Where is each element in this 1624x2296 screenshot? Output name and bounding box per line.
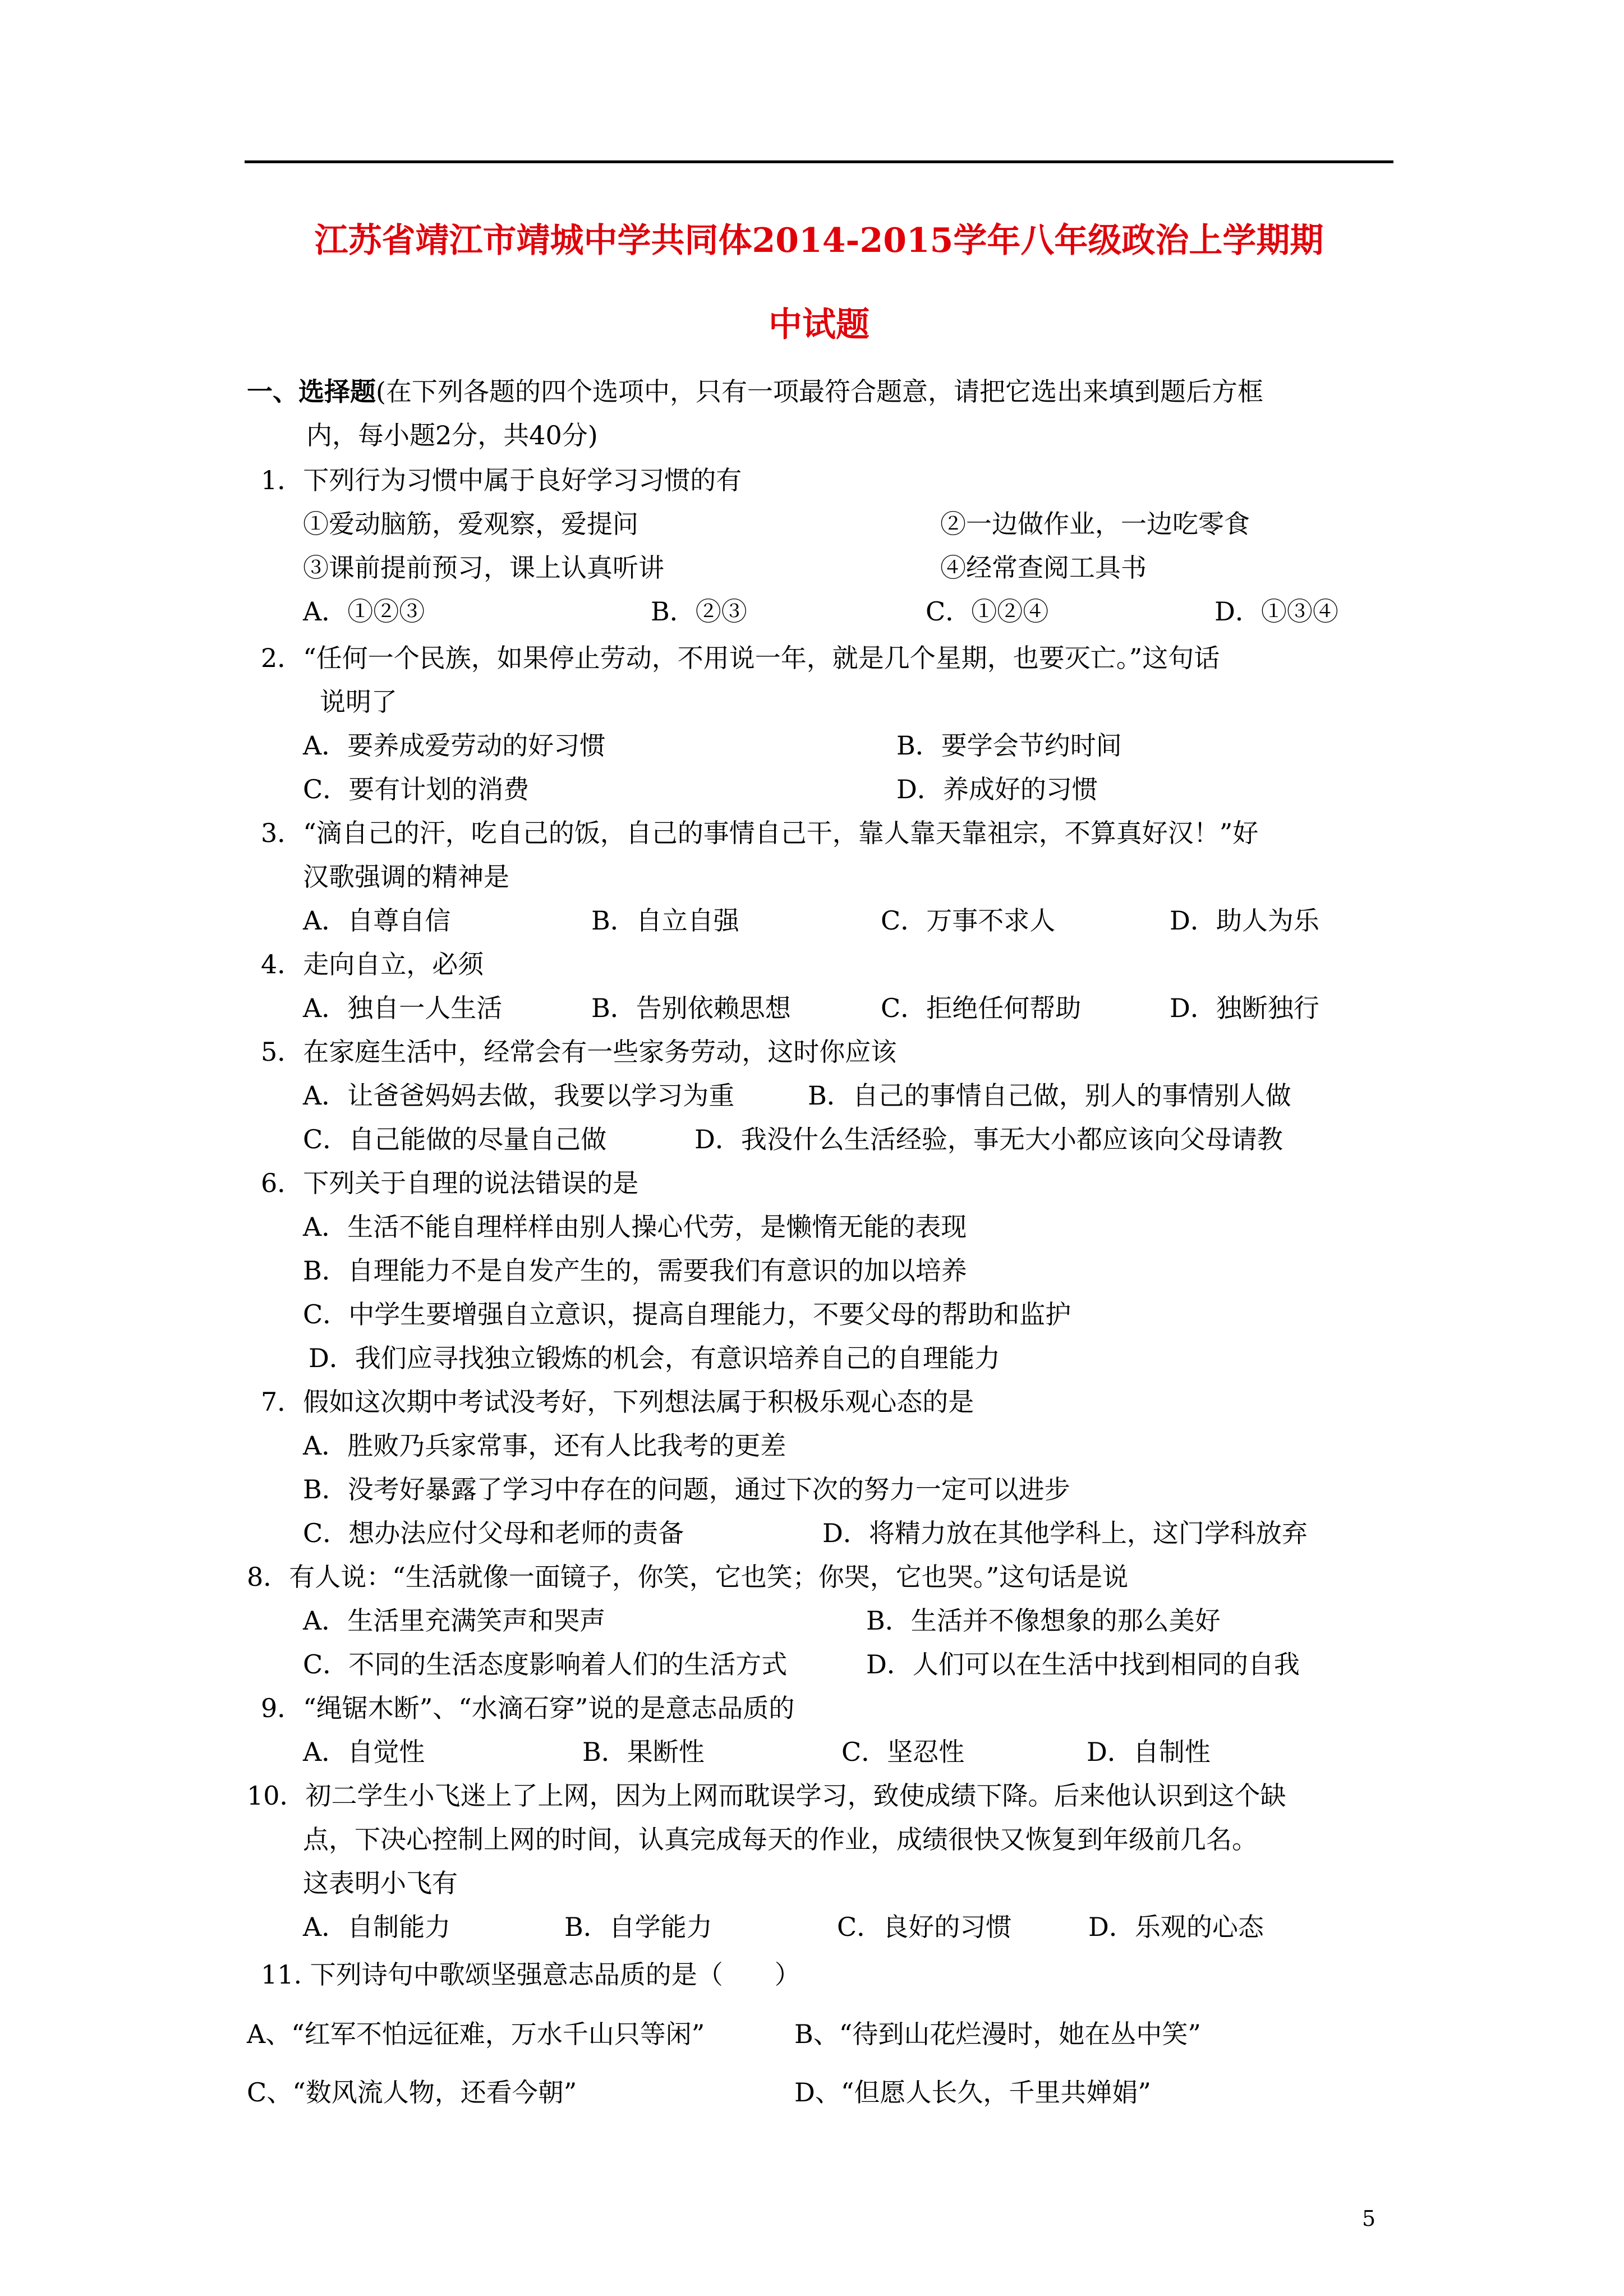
q7-option-b: B．没考好暴露了学习中存在的问题，通过下次的努力一定可以进步 xyxy=(303,1474,1070,1504)
q3-stem: 3．“滴自己的汗，吃自己的饭，自己的事情自己干，靠人靠天靠祖宗，不算真好汉！”好 xyxy=(261,818,1259,848)
q1-item-2: ②一边做作业，一边吃零食 xyxy=(940,509,1250,539)
q8-option-b: B．生活并不像想象的那么美好 xyxy=(866,1605,1221,1636)
q9-option-b: B．果断性 xyxy=(582,1737,705,1767)
q8-stem: 8．有人说：“生活就像一面镜子，你笑，它也笑；你哭，它也哭。”这句话是说 xyxy=(247,1562,1129,1592)
title-line-1: 江苏省靖江市靖城中学共同体2014-2015学年八年级政治上学期期 xyxy=(314,221,1324,260)
header-rule xyxy=(245,160,1393,163)
q4-option-d: D．独断独行 xyxy=(1170,993,1319,1023)
q5-option-b: B．自己的事情自己做，别人的事情别人做 xyxy=(808,1080,1291,1111)
q2-option-a: A．要养成爱劳动的好习惯 xyxy=(303,730,606,761)
q7-option-d: D．将精力放在其他学科上，这门学科放弃 xyxy=(822,1518,1308,1548)
q10-stem-3: 这表明小飞有 xyxy=(303,1868,458,1898)
q7-option-a: A．胜败乃兵家常事，还有人比我考的更差 xyxy=(303,1430,786,1461)
q3-option-a: A．自尊自信 xyxy=(303,905,451,936)
q1-option-c: C．①②④ xyxy=(926,596,1049,627)
page-number: 5 xyxy=(1362,2206,1376,2231)
q2-option-d: D．养成好的习惯 xyxy=(896,774,1098,804)
q11-stem: 11. 下列诗句中歌颂坚强意志品质的是（ ） xyxy=(261,1959,801,1990)
q6-stem: 6．下列关于自理的说法错误的是 xyxy=(261,1168,639,1198)
q9-option-d: D．自制性 xyxy=(1087,1737,1211,1767)
q11-option-d: D、“但愿人长久，千里共婵娟” xyxy=(794,2077,1151,2108)
section-heading xyxy=(247,375,1263,408)
q1-item-4: ④经常查阅工具书 xyxy=(940,553,1147,583)
q1-item-1: ①爱动脑筋，爱观察，爱提问 xyxy=(303,509,638,539)
q1-option-b: B．②③ xyxy=(651,596,747,627)
q7-option-c: C．想办法应付父母和老师的责备 xyxy=(303,1518,684,1548)
q2-stem: 2．“任何一个民族，如果停止劳动，不用说一年，就是几个星期，也要灭亡。”这句话 xyxy=(261,643,1220,673)
q5-option-a: A．让爸爸妈妈去做，我要以学习为重 xyxy=(303,1080,735,1111)
q9-option-c: C．坚忍性 xyxy=(841,1737,965,1767)
q6-option-b: B．自理能力不是自发产生的，需要我们有意识的加以培养 xyxy=(303,1255,967,1286)
q7-stem: 7．假如这次期中考试没考好，下列想法属于积极乐观心态的是 xyxy=(261,1387,974,1417)
title-line-2: 中试题 xyxy=(769,305,869,344)
q2-option-c: C．要有计划的消费 xyxy=(303,774,530,804)
q10-stem: 10．初二学生小飞迷上了上网，因为上网而耽误学习，致使成绩下降。后来他认识到这个缺 xyxy=(247,1780,1286,1811)
q8-option-d: D．人们可以在生活中找到相同的自我 xyxy=(866,1649,1300,1680)
section-intro-2: 内，每小题2分，共40分) xyxy=(306,420,598,450)
q10-option-c: C．良好的习惯 xyxy=(837,1912,1012,1942)
q1-stem: 1．下列行为习惯中属于良好学习习惯的有 xyxy=(261,465,742,495)
section-intro: (在下列各题的四个选项中，只有一项最符合题意，请把它选出来填到题后方框 xyxy=(376,376,1263,407)
q2-option-b: B．要学会节约时间 xyxy=(896,730,1122,761)
q11-option-b: B、“待到山花烂漫时，她在丛中笑” xyxy=(794,2019,1201,2049)
q3-stem-2: 汉歌强调的精神是 xyxy=(303,862,509,892)
q4-option-c: C．拒绝任何帮助 xyxy=(881,993,1082,1023)
q3-option-b: B．自立自强 xyxy=(591,905,739,936)
q1-item-3: ③课前提前预习，课上认真听讲 xyxy=(303,553,664,583)
q4-option-b: B．告别依赖思想 xyxy=(591,993,791,1023)
q11-option-c: C、“数风流人物，还看今朝” xyxy=(247,2077,577,2108)
section-label: 一、选择题 xyxy=(247,376,376,407)
q2-stem-2: 说明了 xyxy=(320,687,397,717)
q3-option-c: C．万事不求人 xyxy=(881,905,1056,936)
q9-option-a: A．自觉性 xyxy=(303,1737,425,1767)
q10-option-a: A．自制能力 xyxy=(303,1912,451,1942)
q5-option-d: D．我没什么生活经验，事无大小都应该向父母请教 xyxy=(694,1124,1283,1154)
q6-option-c: C．中学生要增强自立意识，提高自理能力，不要父母的帮助和监护 xyxy=(303,1299,1071,1329)
q10-stem-2: 点，下决心控制上网的时间，认真完成每天的作业，成绩很快又恢复到年级前几名。 xyxy=(303,1824,1258,1855)
q1-option-d: D．①③④ xyxy=(1214,596,1338,627)
q5-option-c: C．自己能做的尽量自己做 xyxy=(303,1124,607,1154)
q10-option-d: D．乐观的心态 xyxy=(1088,1912,1264,1942)
q10-option-b: B．自学能力 xyxy=(564,1912,712,1942)
q8-option-c: C．不同的生活态度影响着人们的生活方式 xyxy=(303,1649,788,1680)
q4-stem: 4．走向自立，必须 xyxy=(261,949,484,979)
q1-option-a: A．①②③ xyxy=(303,596,425,627)
q5-stem: 5．在家庭生活中，经常会有一些家务劳动，这时你应该 xyxy=(261,1037,897,1067)
q9-stem: 9．“绳锯木断”、“水滴石穿”说的是意志品质的 xyxy=(261,1693,795,1723)
q3-option-d: D．助人为乐 xyxy=(1170,905,1319,936)
q6-option-a: A．生活不能自理样样由别人操心代劳，是懒惰无能的表现 xyxy=(303,1212,967,1242)
q11-option-a: A、“红军不怕远征难，万水千山只等闲” xyxy=(247,2019,705,2049)
q6-option-d: D．我们应寻找独立锻炼的机会，有意识培养自己的自理能力 xyxy=(309,1343,1000,1373)
q4-option-a: A．独自一人生活 xyxy=(303,993,503,1023)
q8-option-a: A．生活里充满笑声和哭声 xyxy=(303,1605,606,1636)
